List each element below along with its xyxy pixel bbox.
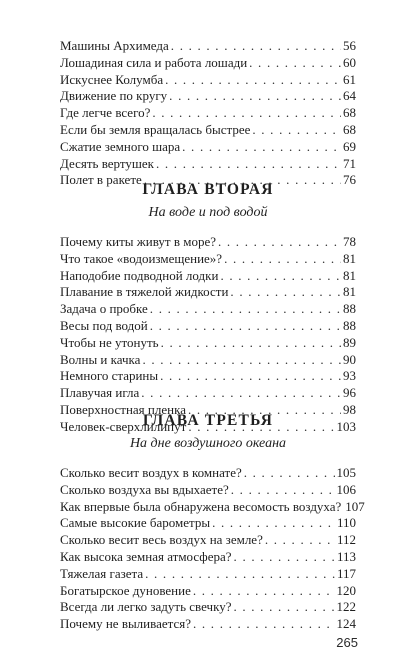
dot-leader: [220, 268, 341, 285]
toc-entry-title: Наподобие подводной лодки: [60, 267, 219, 283]
toc-entry-page: 122: [336, 599, 356, 615]
toc-entry: [60, 318, 356, 335]
toc-entry-title: Десять вертушек: [60, 155, 154, 171]
toc-entry: [60, 482, 356, 499]
toc-entry-title: Поверхностная пленка: [60, 401, 186, 417]
toc-entry-title: Сколько весит весь воздух на земле?: [60, 532, 263, 548]
toc-entry-page: 88: [343, 317, 356, 333]
toc-entry: [60, 156, 356, 173]
toc-entry-title: Задача о пробке: [60, 301, 148, 317]
toc-entry: [60, 583, 356, 600]
toc-entry-page: 124: [336, 616, 356, 632]
toc-list-chapter-one: [60, 38, 356, 189]
toc-entry-title: Тяжелая газета: [60, 565, 144, 581]
toc-entry-title: Где легче всего?: [60, 105, 151, 121]
toc-entry-page: 68: [343, 105, 356, 121]
toc-entry-page: 107: [345, 498, 365, 514]
toc-entry-title: Самые высокие барометры: [60, 515, 211, 531]
toc-entry: [60, 284, 356, 301]
toc-entry: [60, 368, 356, 385]
toc-entry-page: 105: [336, 465, 356, 480]
toc-entry-title: Сколько воздуха вы вдыхаете?: [60, 481, 229, 497]
toc-entry-title: Как впервые была обнаружена весомость воздуха?: [60, 498, 342, 514]
toc-entry-title: Что такое «водоизмещение»?: [60, 250, 223, 266]
toc-entry-title: Всегда ли легко задуть свечку?: [60, 599, 232, 615]
toc-entry-title: Немного старины: [60, 368, 159, 384]
toc-entry: [60, 532, 356, 549]
toc-entry: [60, 55, 356, 72]
toc-entry-title: Плавание в тяжелой жидкости: [60, 284, 229, 300]
toc-entry-title: Лошадиная сила и работа лошади: [60, 54, 248, 70]
toc-entry: [60, 385, 356, 402]
toc-entry: [60, 566, 356, 583]
toc-entry: [60, 465, 356, 482]
chapter-subtitle: На воде и под водой: [148, 205, 268, 220]
dot-leader: [224, 251, 341, 268]
toc-entry-page: 112: [336, 532, 356, 548]
toc-entry-title: Машины Архимеда: [60, 38, 169, 53]
dot-leader: [161, 335, 341, 352]
dot-leader: [193, 616, 335, 633]
toc-entry: [60, 38, 356, 55]
dot-leader: [252, 122, 341, 139]
dot-leader: [141, 385, 341, 402]
toc-entry-title: Весы под водой: [60, 317, 148, 333]
toc-entry: [60, 105, 356, 122]
dot-leader: [230, 284, 341, 301]
dot-leader: [265, 532, 335, 549]
toc-entry-title: Как высока земная атмосфера?: [60, 548, 232, 564]
toc-entry-page: 60: [343, 54, 356, 70]
toc-entry-page: 120: [336, 582, 356, 598]
toc-entry: [60, 335, 356, 352]
toc-entry-page: 117: [336, 565, 356, 581]
toc-entry-page: 68: [343, 121, 356, 137]
toc-entry-page: 98: [343, 401, 356, 417]
toc-entry-title: Сжатие земного шара: [60, 138, 181, 154]
dot-leader: [152, 105, 341, 122]
toc-entry-page: 96: [343, 385, 356, 401]
toc-entry-title: Плавучая игла: [60, 385, 140, 401]
toc-entry-title: Волны и качка: [60, 351, 141, 367]
toc-entry: [60, 234, 356, 251]
dot-leader: [160, 368, 341, 385]
dot-leader: [182, 139, 341, 156]
toc-entry-page: 88: [343, 301, 356, 317]
toc-entry: [60, 301, 356, 318]
dot-leader: [234, 549, 335, 566]
toc-entry-page: 81: [343, 284, 356, 300]
toc-entry-page: 76: [343, 172, 356, 188]
chapter-subtitle: На дне воздушного океана: [129, 436, 287, 451]
toc-entry-page: 81: [343, 250, 356, 266]
toc-entry: [60, 268, 356, 285]
toc-entry-page: 81: [343, 267, 356, 283]
toc-entry-title: Чтобы не утонуть: [60, 334, 159, 350]
dot-leader: [156, 156, 341, 173]
page-number: 265: [336, 635, 358, 650]
dot-leader: [150, 318, 341, 335]
toc-entry-page: 113: [336, 548, 356, 564]
toc-entry: [60, 498, 365, 516]
dot-leader: [193, 583, 335, 600]
toc-list-chapter-three: [60, 465, 365, 633]
toc-entry-page: 56: [343, 38, 356, 53]
toc-entry-title: Сколько весит воздух в комнате?: [60, 465, 242, 480]
toc-entry-page: 64: [343, 88, 356, 104]
toc-entry: [60, 549, 356, 566]
dot-leader: [165, 72, 341, 89]
toc-entry-title: Почему киты живут в море?: [60, 234, 216, 249]
dot-leader: [249, 55, 341, 72]
dot-leader: [244, 465, 335, 482]
toc-entry-title: Если бы земля вращалась быстрее: [60, 121, 251, 137]
dot-leader: [218, 234, 341, 251]
toc-entry: [60, 88, 356, 105]
toc-entry-page: 61: [343, 71, 356, 87]
toc-entry-page: 78: [343, 234, 356, 249]
toc-entry-title: Движение по кругу: [60, 88, 168, 104]
toc-entry: [60, 251, 356, 268]
toc-entry-page: 89: [343, 334, 356, 350]
toc-entry: [60, 616, 356, 633]
toc-entry: [60, 352, 356, 369]
toc-list-chapter-two: [60, 234, 356, 436]
toc-entry-page: 110: [336, 515, 356, 531]
toc-entry-page: 103: [336, 418, 356, 434]
toc-entry-title: Почему не выливается?: [60, 616, 191, 632]
toc-entry-title: Богатырское дуновение: [60, 582, 191, 598]
toc-entry-page: 106: [336, 481, 356, 497]
chapter-heading: ГЛАВА ВТОРАЯ: [142, 181, 274, 198]
dot-leader: [142, 352, 341, 369]
toc-entry: [60, 72, 356, 89]
toc-entry-page: 71: [343, 155, 356, 171]
toc-entry: [60, 122, 356, 139]
toc-entry-page: 90: [343, 351, 356, 367]
toc-entry: [60, 599, 356, 616]
toc-entry-page: 69: [343, 138, 356, 154]
dot-leader: [233, 599, 334, 616]
dot-leader: [171, 38, 341, 55]
toc-entry: [60, 515, 356, 532]
dot-leader: [212, 515, 335, 532]
toc-entry: [60, 139, 356, 156]
toc-entry-title: Человек-сверхлилипут: [60, 418, 187, 434]
chapter-heading: ГЛАВА ТРЕТЬЯ: [142, 412, 274, 429]
dot-leader: [169, 88, 341, 105]
dot-leader: [145, 566, 335, 583]
dot-leader: [231, 482, 335, 499]
dot-leader: [150, 301, 341, 318]
toc-entry-title: Полет в ракете: [60, 172, 142, 188]
toc-entry-title: Искуснее Колумба: [60, 71, 164, 87]
toc-entry-page: 93: [343, 368, 356, 384]
